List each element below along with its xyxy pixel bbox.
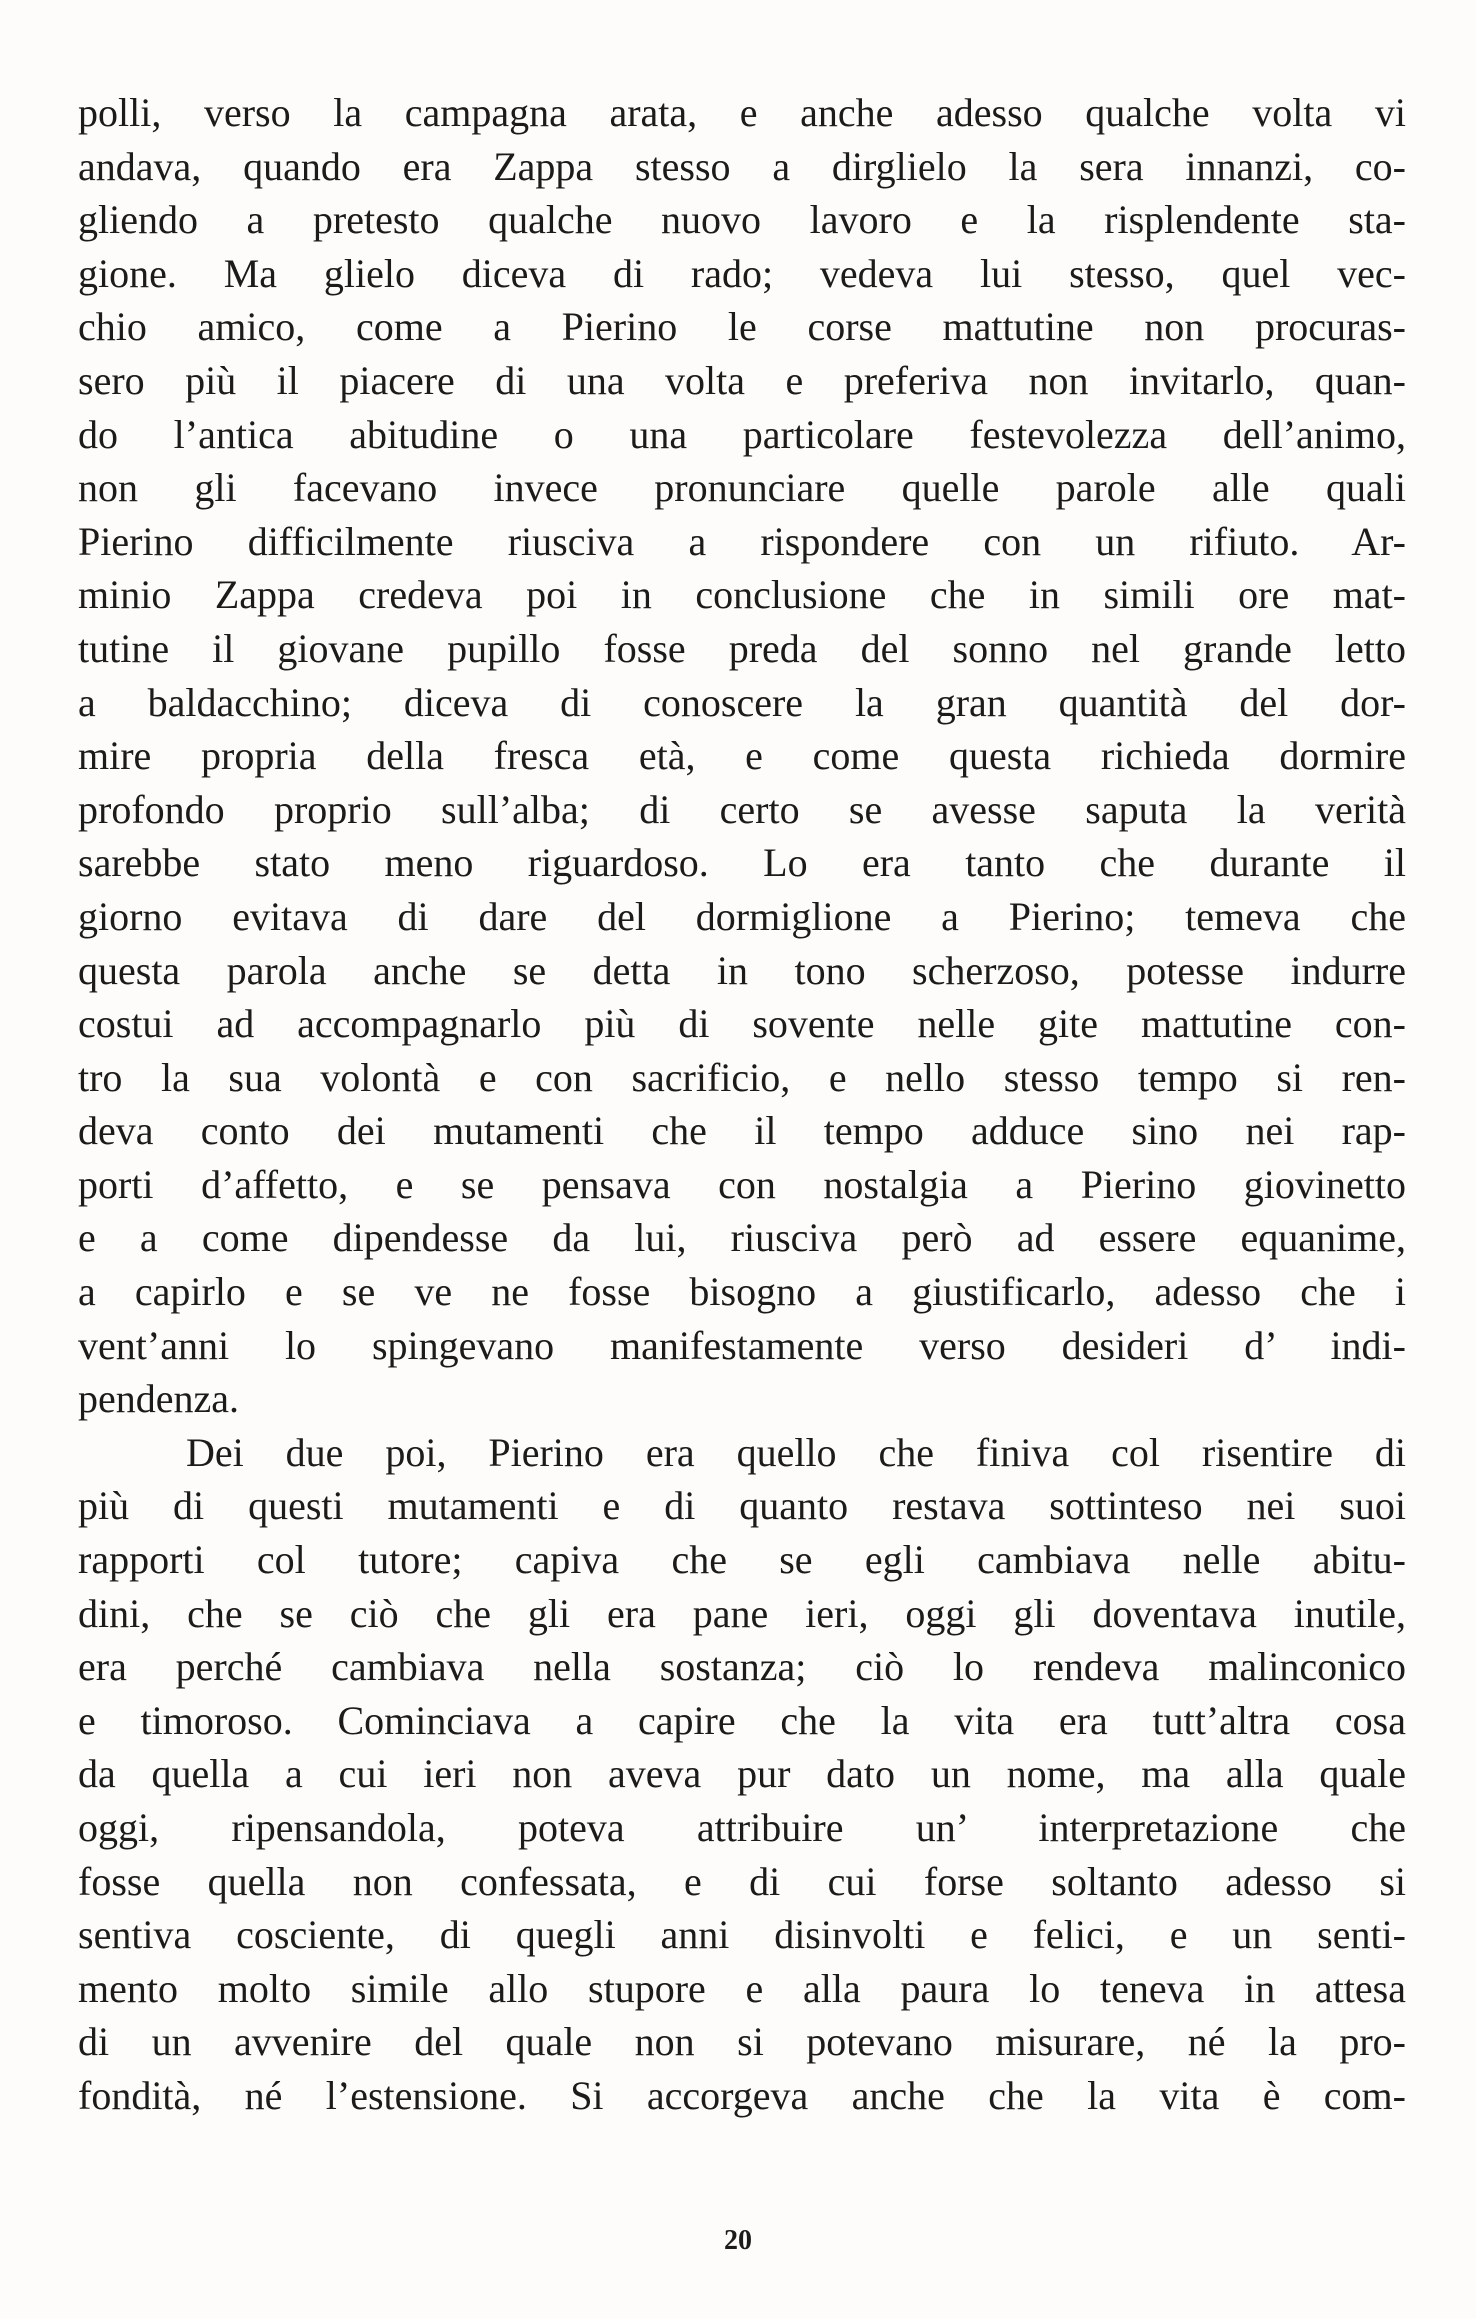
- text-line: sentiva cosciente, di quegli anni disinvolti e felici, e un senti-: [78, 1912, 1406, 1958]
- paragraph-1: [78, 86, 1406, 1426]
- paragraph-2: [78, 1426, 1406, 2123]
- text-line: mire propria della fresca età, e come questa richieda dormire: [78, 733, 1406, 779]
- text-line: pendenza.: [78, 1376, 240, 1422]
- text-line: era perché cambiava nella sostanza; ciò lo rendeva malinconico: [78, 1644, 1406, 1690]
- text-line: minio Zappa credeva poi in conclusione che in simili ore mat-: [78, 572, 1406, 618]
- text-line: Dei due poi, Pierino era quello che finiva col risentire di: [186, 1429, 1406, 1475]
- text-line: a baldacchino; diceva di conoscere la gran quantità del dor-: [78, 679, 1406, 725]
- text-line: di un avvenire del quale non si potevano misurare, né la pro-: [78, 2019, 1406, 2065]
- text-line: questa parola anche se detta in tono scherzoso, potesse indurre: [78, 947, 1406, 993]
- text-line: chio amico, come a Pierino le corse mattutine non procuras-: [78, 304, 1406, 350]
- text-line: gione. Ma glielo diceva di rado; vedeva lui stesso, quel vec-: [78, 250, 1406, 296]
- text-line: da quella a cui ieri non aveva pur dato un nome, ma alla quale: [78, 1751, 1406, 1797]
- text-line: fosse quella non confessata, e di cui forse soltanto adesso si: [78, 1858, 1406, 1904]
- text-line: e timoroso. Cominciava a capire che la vita era tutt’altra cosa: [78, 1697, 1406, 1743]
- text-line: andava, quando era Zappa stesso a dirglielo la sera innanzi, co-: [78, 143, 1406, 189]
- text-line: polli, verso la campagna arata, e anche adesso qualche volta vi: [78, 90, 1406, 135]
- text-line: porti d’affetto, e se pensava con nostalgia a Pierino giovinetto: [78, 1161, 1406, 1207]
- text-line: a capirlo e se ve ne fosse bisogno a giustificarlo, adesso che i: [78, 1269, 1406, 1315]
- text-line: Pierino difficilmente riusciva a rispondere con un rifiuto. Ar-: [78, 518, 1406, 564]
- text-line: tro la sua volontà e con sacrificio, e nello stesso tempo si ren-: [78, 1054, 1406, 1100]
- page-number: 20: [724, 2225, 752, 2256]
- text-line: non gli facevano invece pronunciare quelle parole alle quali: [78, 465, 1406, 511]
- text-line: profondo proprio sull’alba; di certo se avesse saputa la verità: [78, 786, 1406, 832]
- text-line: costui ad accompagnarlo più di sovente nelle gite mattutine con-: [78, 1001, 1406, 1047]
- text-line: e a come dipendesse da lui, riusciva però ad essere equanime,: [78, 1215, 1406, 1261]
- text-line: fondità, né l’estensione. Si accorgeva anche che la vita è com-: [78, 2072, 1406, 2118]
- text-line: do l’antica abitudine o una particolare festevolezza dell’animo,: [78, 411, 1406, 457]
- text-line: rapporti col tutore; capiva che se egli cambiava nelle abitu-: [78, 1537, 1406, 1583]
- text-line: sarebbe stato meno riguardoso. Lo era tanto che durante il: [78, 840, 1406, 886]
- text-line: più di questi mutamenti e di quanto restava sottinteso nei suoi: [78, 1483, 1406, 1529]
- text-line: dini, che se ciò che gli era pane ieri, oggi gli doventava inutile,: [78, 1590, 1406, 1636]
- text-line: gliendo a pretesto qualche nuovo lavoro e la risplendente sta-: [78, 197, 1406, 243]
- text-line: oggi, ripensandola, poteva attribuire un’ interpretazione che: [78, 1805, 1406, 1850]
- text-line: mento molto simile allo stupore e alla paura lo teneva in attesa: [78, 1965, 1406, 2011]
- text-line: giorno evitava di dare del dormiglione a Pierino; temeva che: [78, 893, 1406, 939]
- text-line: sero più il piacere di una volta e preferiva non invitarlo, quan-: [78, 357, 1406, 403]
- body-text: [78, 86, 1406, 2123]
- text-line: vent’anni lo spingevano manifestamente verso desideri d’ indi-: [78, 1322, 1406, 1368]
- text-line: tutine il giovane pupillo fosse preda del sonno nel grande letto: [78, 625, 1406, 671]
- text-line: deva conto dei mutamenti che il tempo adduce sino nei rap-: [78, 1108, 1406, 1154]
